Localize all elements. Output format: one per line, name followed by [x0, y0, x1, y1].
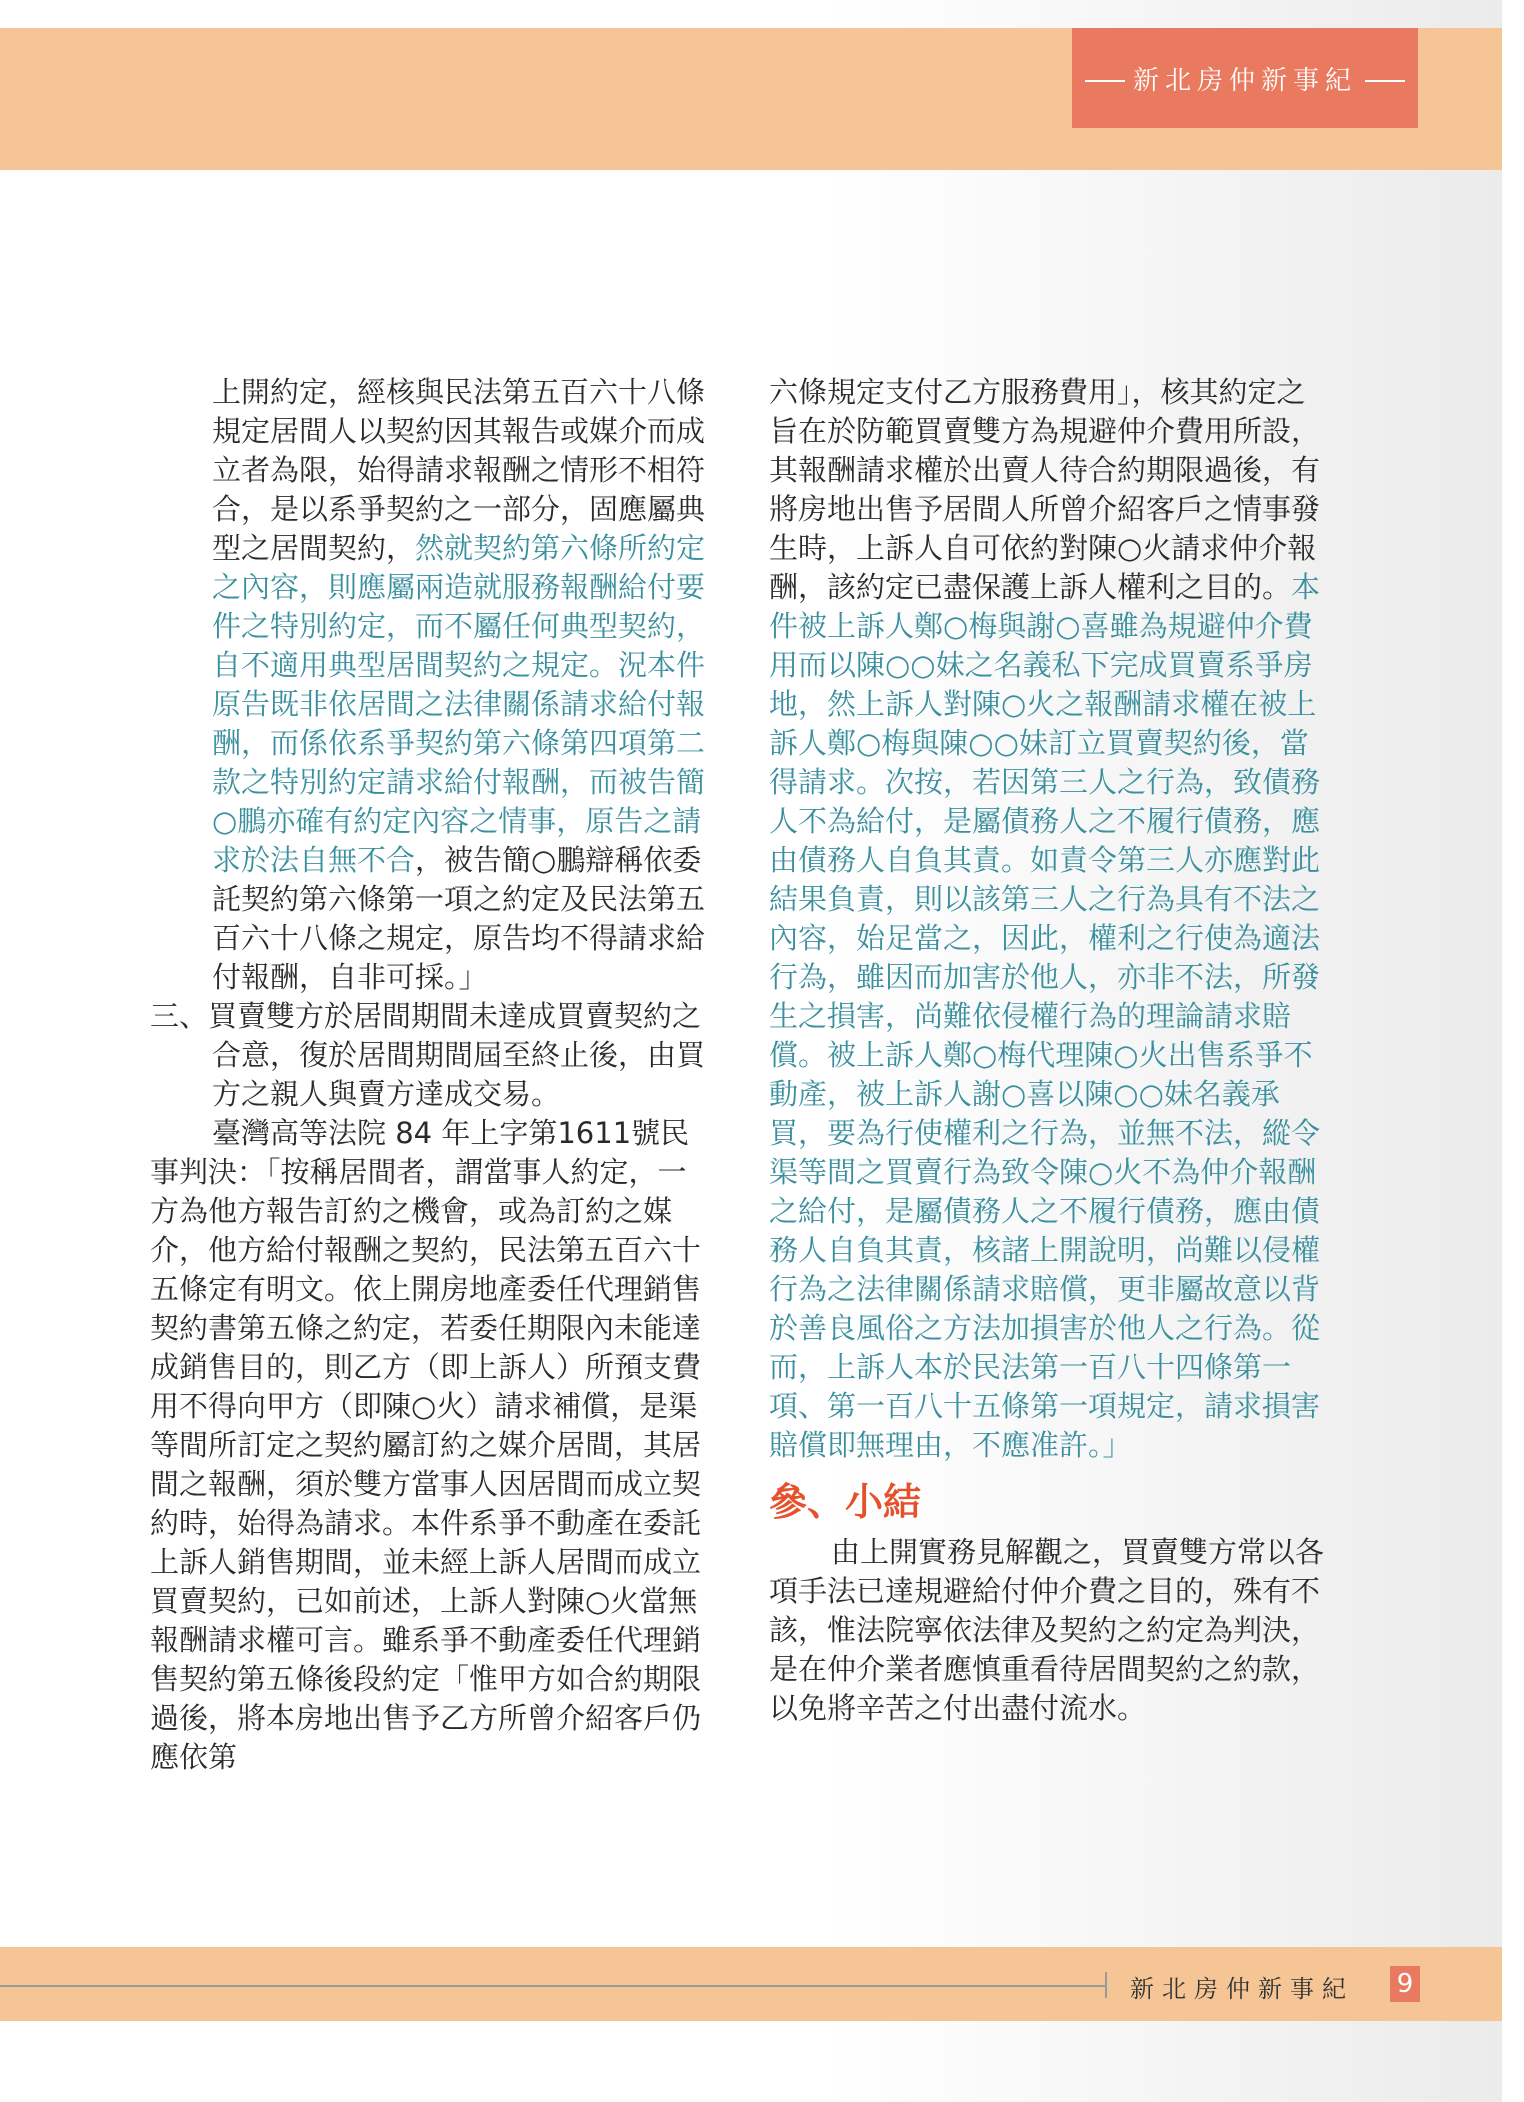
header-line-left [1085, 80, 1125, 82]
quote-continuation [150, 373, 706, 997]
quote-segment: 上開約定，經核與民法第五百六十八條規定居間人以契約因其報告或媒介而成立者為限，始得請求報酬之情形不相符合，是以系爭契約之一部分，固應屬典型之居間契約， [212, 375, 706, 565]
page-number: 9 [1390, 1966, 1420, 2002]
section-heading: 參、小結 [769, 1480, 922, 1524]
header-title-box [1072, 28, 1418, 128]
footer-divider [1105, 1972, 1107, 1998]
header-line-right [1365, 80, 1405, 82]
right-column [769, 373, 1325, 1728]
header-title: 新北房仲新事紀 [1132, 65, 1357, 96]
quote-segment-highlight: 本件被上訴人鄭○梅與謝○喜雖為規避仲介費用而以陳○○妹之名義私下完成買賣系爭房地，然上訴人對陳○火之報酬請求權在被上訴人鄭○梅與陳○○妹訂立買賣契約後，當得請求。次按，若因第三人之行為，致債務人不為給付，是屬債務人之不履行債務，應由債務人自負其責。如責令第三人亦應對此結果負責，則以該第三人之行為具有不法之內容，始足當之，因此，權利之行使為適法行為，雖因而加害於他人，亦非不法，所發生之損害，尚難依侵權行為的理論請求賠償。被上訴人鄭○梅代理陳○火出售系爭不動產，被上訴人謝○喜以陳○○妹名義承買，要為行使權利之行為，並無不法，縱令渠等間之買賣行為致令陳○火不為仲介報酬之給付，是屬債務人之不履行債務，應由債務人自負其責，核諸上開說明，尚難以侵權行為之法律關係請求賠償，更非屬故意以背於善良風俗之方法加損害於他人之行為。從而，上訴人本於民法第一百八十四條第一項、第一百八十五條第一項規定，請求損害賠償即無理由，不應准許。」 [769, 570, 1321, 1462]
footer-title: 新北房仲新事紀 [1130, 1975, 1354, 2003]
footer-rule [0, 1985, 1105, 1987]
conclusion-paragraph: 由上開實務見解觀之，買賣雙方常以各項手法已達規避給付仲介費之目的，殊有不該，惟法院寧依法律及契約之約定為判決，是在仲介業者應慎重看待居間契約之約款，以免將辛苦之付出盡付流水。 [769, 1535, 1325, 1725]
quote-segment-highlight: 然就契約第六條所約定之內容，則應屬兩造就服務報酬給付要件之特別約定，而不屬任何典型契約，自不適用典型居間契約之規定。況本件原告既非依居間之法律關係請求給付報酬，而係依系爭契約第六條第四項第二款之特別約定請求給付報酬，而被告簡○鵬亦確有約定內容之情事，原告之請求於法自無不合 [212, 531, 706, 877]
quote-text [769, 373, 1325, 1465]
left-column [150, 373, 706, 1777]
court-judgment-paragraph: 臺灣高等法院 84 年上字第1611號民事判決：「按稱居間者，謂當事人約定，一方為他方報告訂約之機會，或為訂約之媒介，他方給付報酬之契約，民法第五百六十五條定有明文。依上開房地產委任代理銷售契約書第五條之約定，若委任期限內未能達成銷售目的，則乙方（即上訴人）所預支費用不得向甲方（即陳○火）請求補償，是渠等間所訂定之契約屬訂約之媒介居間，其居間之報酬，須於雙方當事人因居間而成立契約時，始得為請求。本件系爭不動產在委託上訴人銷售期間，並未經上訴人居間而成立買賣契約，已如前述，上訴人對陳○火當無報酬請求權可言。雖系爭不動產委任代理銷售契約第五條後段約定「惟甲方如合約期限過後，將本房地出售予乙方所曾介紹客戶仍應依第 [150, 1116, 702, 1774]
page-margin [1502, 0, 1524, 2102]
quote-segment: ，被告簡○鵬辯稱依委託契約第六條第一項之約定及民法第五百六十八條之規定，原告均不得請求給付報酬，自非可採。」 [212, 843, 706, 994]
list-item-three: 三、買賣雙方於居間期間未達成買賣契約之合意，復於居間期間屆至終止後，由買方之親人與賣方達成交易。 [150, 999, 706, 1111]
quote-segment: 六條規定支付乙方服務費用」，核其約定之旨在於防範買賣雙方為規避仲介費用所設，其報酬請求權於出賣人待合約期限過後，有將房地出售予居間人所曾介紹客戶之情事發生時，上訴人自可依約對陳○火請求仲介報酬，該約定已盡保護上訴人權利之目的。 [769, 375, 1321, 604]
